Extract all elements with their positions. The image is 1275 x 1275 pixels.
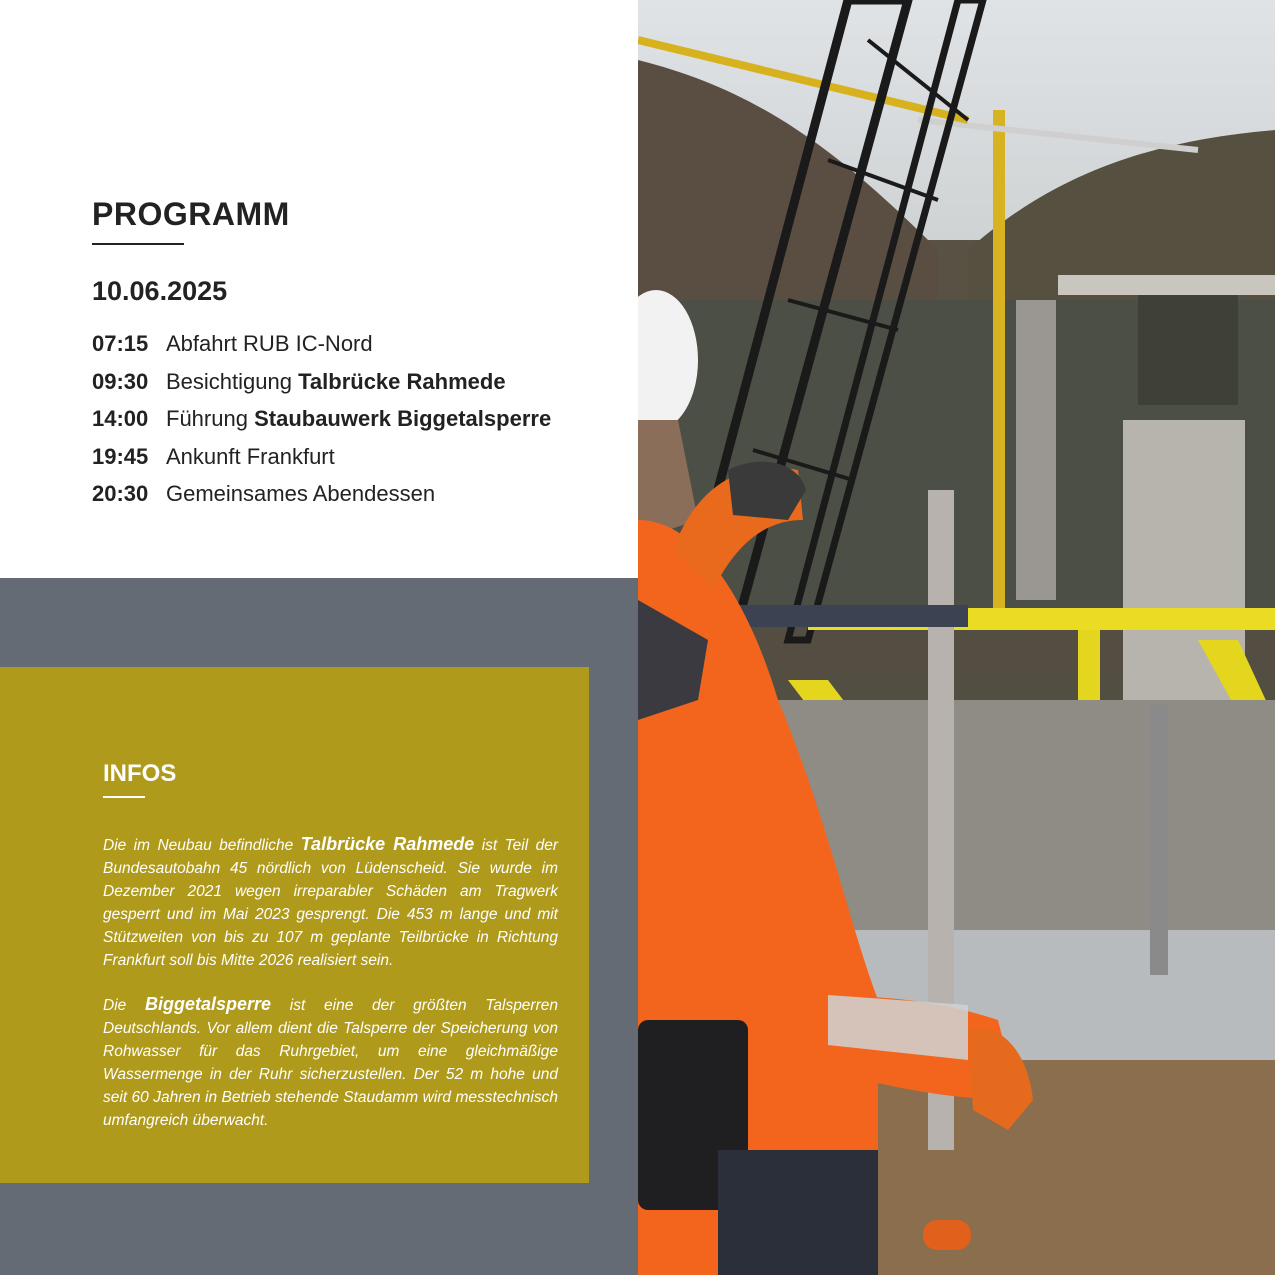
schedule-text: Führung (166, 406, 248, 431)
schedule-list (92, 328, 551, 516)
schedule-time: 19:45 (92, 443, 149, 469)
info-text: ist Teil der Bundesautobahn 45 nördlich von Lüdenscheid. Sie wurde im Dezember 2021 wegen irreparabler Schäden am Tragwerk gesperrt und im Mai 2023 gesprengt. Die 453 m lange und mit Stützweiten von bis zu 107 m geplante Teilbrücke in Richtung Frankfurt soll bis Mitte 2026 realisiert sein. (103, 837, 558, 969)
schedule-item (92, 328, 551, 366)
info-underline (103, 796, 145, 798)
info-text: Die im Neubau befindliche (103, 837, 294, 854)
info-text: Die (103, 997, 127, 1014)
heading-underline (92, 243, 184, 245)
schedule-highlight: Staubauwerk Biggetalsperre (254, 406, 552, 431)
info-heading: INFOS (103, 760, 177, 787)
program-heading: PROGRAMM (92, 196, 290, 232)
schedule-text: Gemeinsames Abendessen (166, 481, 436, 506)
schedule-item (92, 441, 551, 479)
schedule-item (92, 403, 551, 441)
schedule-item (92, 366, 551, 404)
info-paragraph-rahmede (103, 833, 558, 972)
info-text: ist eine der größten Talsperren Deutschlands. Vor allem dient die Talsperre der Speicherung von Rohwasser für das Ruhrgebiet, um eine gleichmäßige Wassermenge in der Ruhr sicherzustellen. Der 52 m hohe und seit 60 Jahren in Betrieb stehende Staudamm wird messtechnisch umfangreich überwacht. (103, 997, 558, 1129)
info-paragraph-bigge (103, 993, 558, 1132)
schedule-time: 07:15 (92, 331, 149, 356)
schedule-time: 20:30 (92, 481, 149, 506)
schedule-item (92, 478, 551, 516)
schedule-text: Abfahrt RUB IC-Nord (166, 331, 373, 356)
schedule-text: Besichtigung (166, 368, 292, 394)
info-highlight: Talbrücke Rahmede (300, 834, 475, 854)
schedule-text: Ankunft Frankfurt (166, 443, 335, 469)
schedule-time: 14:00 (92, 406, 149, 431)
schedule-highlight: Talbrücke Rahmede (298, 368, 506, 394)
info-highlight: Biggetalsperre (145, 994, 272, 1014)
construction-site-photo (638, 0, 1275, 1275)
program-date: 10.06.2025 (92, 276, 228, 306)
schedule-time: 09:30 (92, 368, 149, 394)
